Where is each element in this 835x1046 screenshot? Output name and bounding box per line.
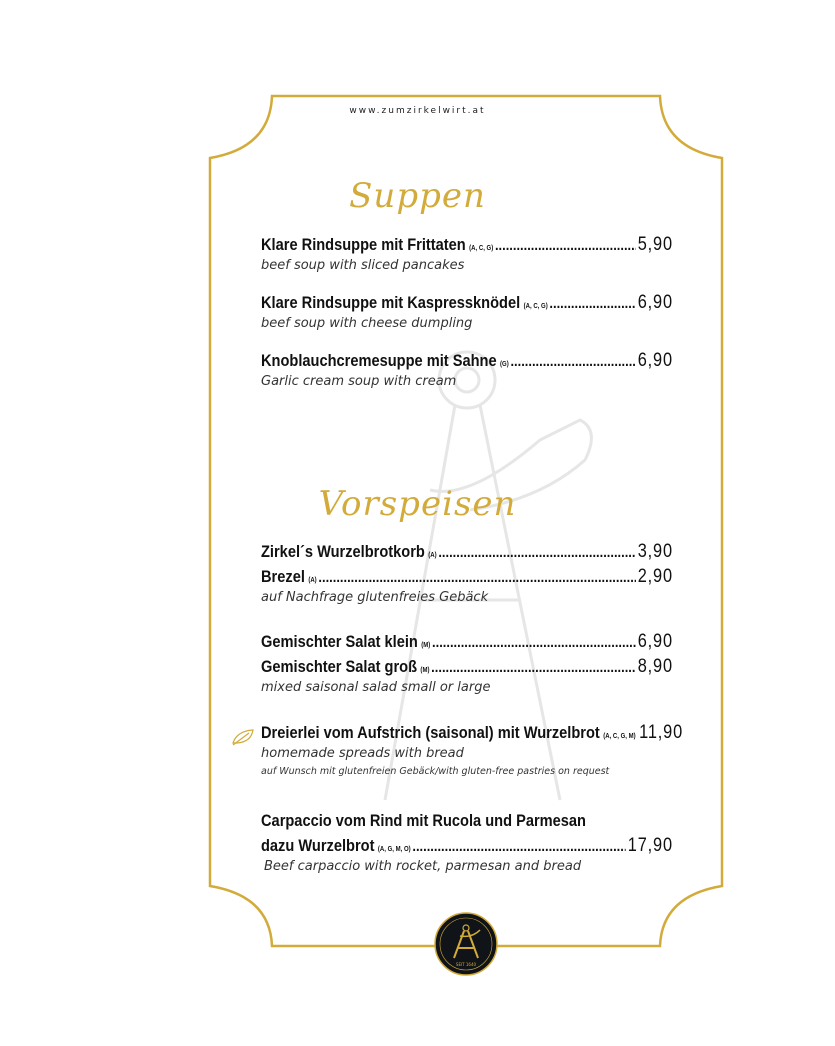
- menu-item: [261, 541, 673, 565]
- menu-item: [261, 234, 673, 278]
- leaf-icon: [231, 727, 257, 747]
- item-price: 11,90: [639, 722, 684, 743]
- website-url[interactable]: www.zumzirkelwirt.at: [349, 106, 486, 116]
- menu-item: [261, 566, 673, 610]
- item-note: auf Wunsch mit glutenfreien Gebäck/with gluten-free pastries on request: [261, 766, 610, 777]
- section-title-suppen: Suppen: [349, 176, 486, 216]
- item-name: Gemischter Salat groß: [261, 657, 417, 676]
- item-name: Dreierlei vom Aufstrich (saisonal) mit Wurzelbrot: [261, 723, 600, 742]
- menu-item: [261, 811, 673, 879]
- restaurant-logo: [434, 912, 498, 976]
- section-title-vorspeisen: Vorspeisen: [318, 484, 517, 524]
- menu-item: [261, 656, 673, 700]
- dot-leader: [432, 634, 636, 651]
- menu-item: [261, 350, 673, 394]
- item-description: Beef carpaccio with rocket, parmesan and bread: [264, 859, 582, 874]
- dot-leader: [495, 237, 636, 254]
- item-name: dazu Wurzelbrot: [261, 836, 375, 855]
- item-allergens: (A, C, G): [523, 303, 548, 310]
- item-price: 5,90: [637, 234, 673, 255]
- dot-leader: [510, 353, 636, 370]
- logo-text: SEIT 1640: [455, 962, 477, 967]
- item-price: 8,90: [637, 656, 673, 677]
- item-allergens: (A): [428, 552, 437, 559]
- menu-item: [261, 722, 684, 777]
- item-allergens: (A, C, G, M): [603, 733, 636, 740]
- item-name: Knoblauchcremesuppe mit Sahne: [261, 351, 497, 370]
- item-name: Brezel: [261, 567, 305, 586]
- dot-leader: [318, 569, 636, 586]
- item-price: 3,90: [637, 541, 673, 562]
- item-name: Klare Rindsuppe mit Kaspressknödel: [261, 293, 521, 312]
- item-name-line1: Carpaccio vom Rind mit Rucola und Parmesan: [261, 811, 586, 830]
- item-allergens: (A, C, G): [469, 245, 494, 252]
- item-price: 6,90: [637, 350, 673, 371]
- item-description: beef soup with sliced pancakes: [261, 258, 465, 273]
- item-allergens: (M): [420, 667, 430, 674]
- item-description: mixed saisonal salad small or large: [261, 680, 491, 695]
- dot-leader: [412, 838, 626, 855]
- item-allergens: (G): [500, 361, 509, 368]
- item-allergens: (A, G, M, O): [377, 846, 411, 853]
- menu-item: [261, 631, 673, 655]
- item-description: homemade spreads with bread: [261, 746, 464, 761]
- item-description: beef soup with cheese dumpling: [261, 316, 473, 331]
- item-price: 17,90: [627, 835, 673, 856]
- item-allergens: (M): [421, 642, 431, 649]
- item-allergens: (A): [308, 577, 317, 584]
- menu-item: [261, 292, 673, 336]
- item-price: 2,90: [637, 566, 673, 587]
- item-description: auf Nachfrage glutenfreies Gebäck: [261, 590, 489, 605]
- item-price: 6,90: [637, 292, 673, 313]
- item-name: Zirkel´s Wurzelbrotkorb: [261, 542, 425, 561]
- dot-leader: [431, 659, 636, 676]
- item-name: Gemischter Salat klein: [261, 632, 418, 651]
- item-name: Klare Rindsuppe mit Frittaten: [261, 235, 466, 254]
- dot-leader: [438, 544, 636, 561]
- dot-leader: [549, 295, 636, 312]
- item-price: 6,90: [637, 631, 673, 652]
- item-description: Garlic cream soup with cream: [261, 374, 457, 389]
